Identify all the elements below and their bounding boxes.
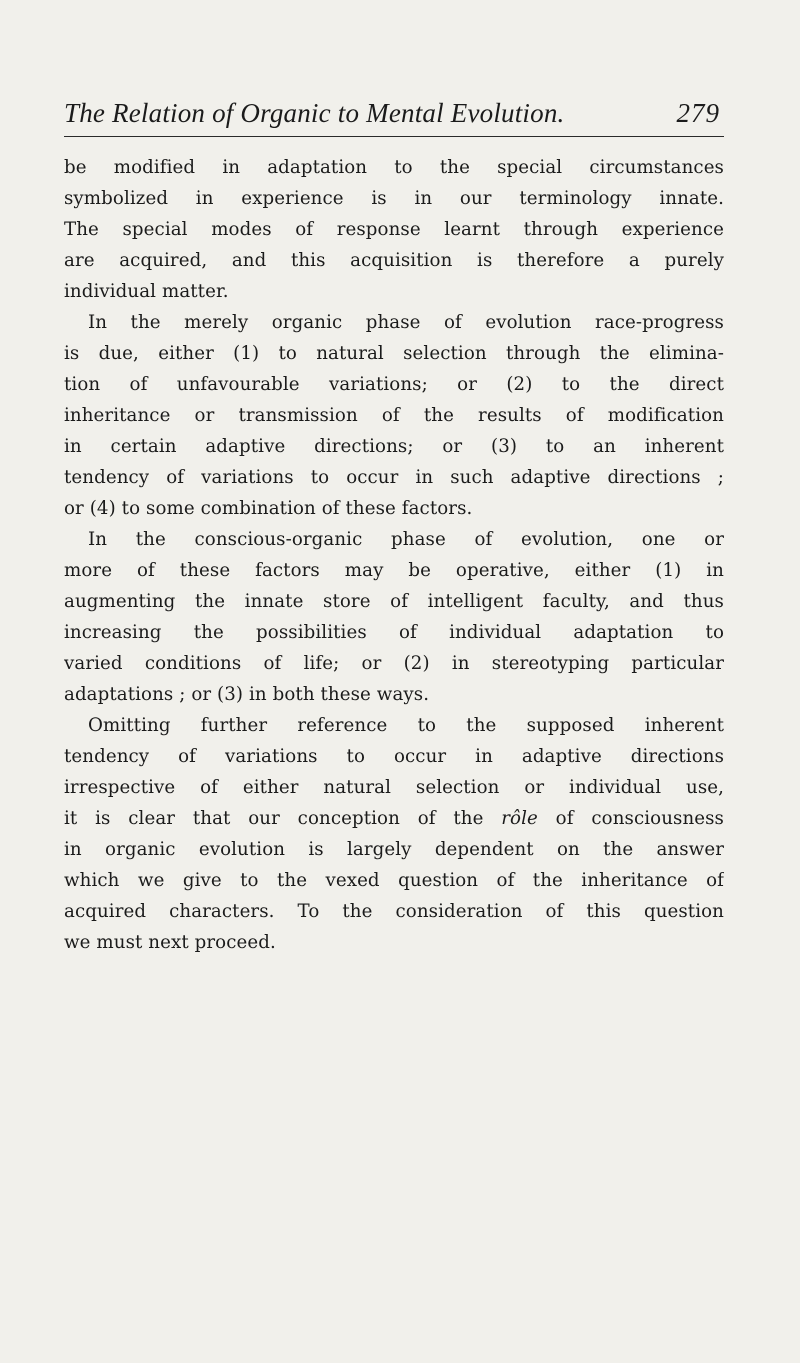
text-line: be modified in adaptation to the special circumstances bbox=[64, 157, 724, 178]
text-line: varied conditions of life; or (2) in stereotyping particular bbox=[64, 653, 724, 674]
running-head bbox=[64, 96, 724, 137]
paragraph bbox=[64, 524, 724, 710]
text-line: adaptations ; or (3) in both these ways. bbox=[64, 684, 430, 705]
text-run: it is clear that our conception of the bbox=[64, 808, 502, 829]
page-number: 279 bbox=[676, 98, 720, 128]
text-line-with-italic bbox=[64, 803, 724, 834]
book-page bbox=[64, 96, 724, 953]
text-line: which we give to the vexed question of the inheritance of bbox=[64, 870, 724, 891]
paragraph bbox=[64, 152, 724, 307]
text-line: symbolized in experience is in our terminology innate. bbox=[64, 188, 724, 209]
text-line: more of these factors may be operative, either (1) in bbox=[64, 560, 724, 581]
running-title: The Relation of Organic to Mental Evolution. bbox=[64, 98, 565, 128]
text-line: acquired characters. To the consideration of this question bbox=[64, 901, 724, 922]
text-line: in organic evolution is largely dependent on the answer bbox=[64, 839, 724, 860]
paragraph bbox=[64, 307, 724, 524]
italic-word: rôle bbox=[501, 808, 538, 829]
text-line: is due, either (1) to natural selection through the elimina- bbox=[64, 343, 724, 364]
text-line: In the merely organic phase of evolution race-progress bbox=[88, 312, 724, 333]
text-line: we must next proceed. bbox=[64, 932, 276, 953]
text-line: inheritance or transmission of the results of modification bbox=[64, 405, 724, 426]
text-line: In the conscious-organic phase of evolution, one or bbox=[88, 529, 724, 550]
body-text bbox=[64, 152, 724, 958]
text-line: are acquired, and this acquisition is therefore a purely bbox=[64, 250, 724, 271]
text-line: or (4) to some combination of these factors. bbox=[64, 498, 473, 519]
paragraph bbox=[64, 710, 724, 958]
text-line: Omitting further reference to the supposed inherent bbox=[88, 715, 724, 736]
text-line: increasing the possibilities of individual adaptation to bbox=[64, 622, 724, 643]
text-line: individual matter. bbox=[64, 281, 229, 302]
text-line: augmenting the innate store of intelligent faculty, and thus bbox=[64, 591, 724, 612]
text-line: irrespective of either natural selection or individual use, bbox=[64, 777, 724, 798]
text-line: in certain adaptive directions; or (3) to an inherent bbox=[64, 436, 724, 457]
text-line: tion of unfavourable variations; or (2) to the direct bbox=[64, 374, 724, 395]
text-line: The special modes of response learnt through experience bbox=[64, 219, 724, 240]
text-run: of consciousness bbox=[537, 808, 724, 829]
text-line: tendency of variations to occur in such adaptive directions ; bbox=[64, 467, 724, 488]
text-line: tendency of variations to occur in adaptive directions bbox=[64, 746, 724, 767]
